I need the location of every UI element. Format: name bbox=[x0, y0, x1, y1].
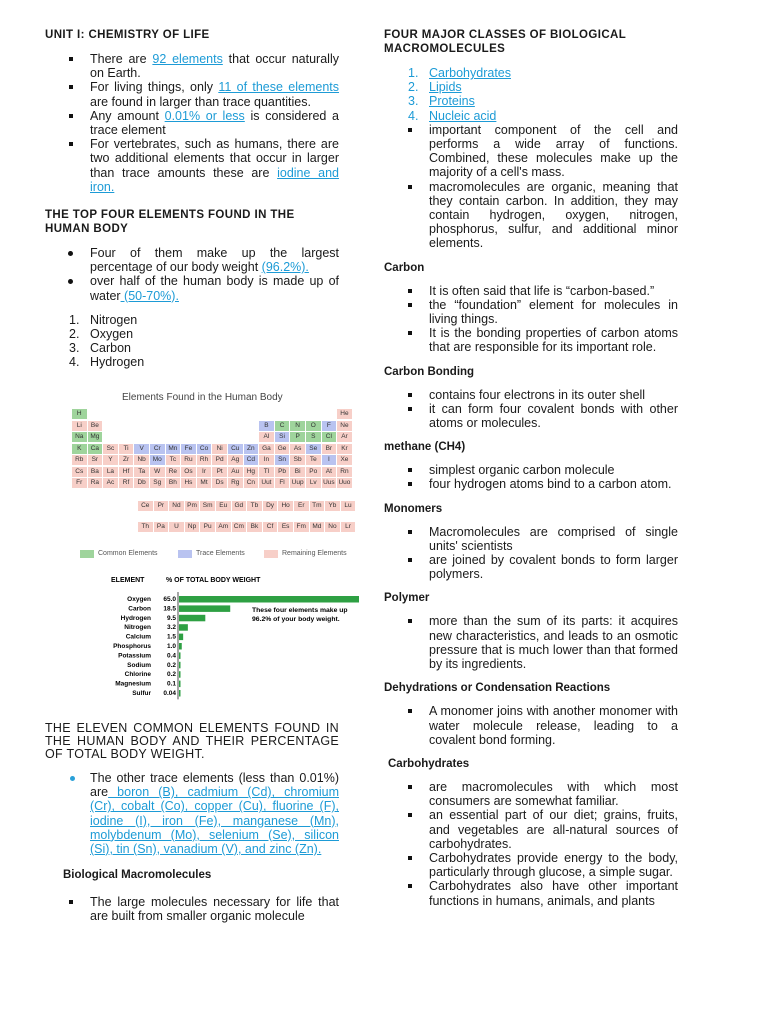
carbon-list bbox=[384, 284, 678, 355]
element-cell: Pd bbox=[212, 455, 227, 465]
element-cell: Mg bbox=[88, 432, 103, 442]
legend-common: Common Elements bbox=[98, 550, 158, 557]
legend bbox=[80, 548, 365, 560]
polymer-title: Polymer bbox=[384, 592, 430, 605]
element-cell: Po bbox=[306, 467, 321, 477]
category-label: Calcium bbox=[125, 633, 151, 641]
element-cell: W bbox=[150, 467, 165, 477]
value-label: 0.2 bbox=[166, 661, 176, 669]
element-cell: Zr bbox=[119, 455, 134, 465]
element-cell: Pb bbox=[275, 467, 290, 477]
element-cell: Cl bbox=[322, 432, 337, 442]
bar bbox=[179, 690, 181, 697]
element-cell: Zn bbox=[244, 444, 259, 454]
element-numbered-list bbox=[45, 313, 339, 370]
element-cell: Rn bbox=[337, 467, 352, 477]
element-cell: In bbox=[259, 455, 274, 465]
list-item: macromolecules are organic, meaning that they contain carbon. In addition, they may contain hydrogen, oxygen, nitrogen, phosphorus, sulfur, and additional minor elements. bbox=[384, 180, 678, 251]
link[interactable]: Carbohydrates bbox=[429, 66, 511, 80]
list-item: Macromolecules are comprised of single units' scientists bbox=[384, 525, 678, 553]
element-cell: Fl bbox=[275, 478, 290, 488]
element-cell: Rh bbox=[197, 455, 212, 465]
element-cell: Db bbox=[134, 478, 149, 488]
element-cell: Uut bbox=[259, 478, 274, 488]
element-cell: Er bbox=[294, 501, 309, 511]
annotation: These four elements make up 96.2% of your body weight. bbox=[252, 607, 348, 623]
element-cell: Pt bbox=[212, 467, 227, 477]
element-cell: Am bbox=[216, 522, 231, 532]
element-cell: Ta bbox=[134, 467, 149, 477]
left-lower bbox=[45, 722, 339, 924]
bio-list bbox=[45, 895, 339, 923]
classes-details bbox=[384, 123, 678, 251]
element-cell: Ce bbox=[138, 501, 153, 511]
bar bbox=[179, 615, 205, 622]
list-item: more than the sum of its parts: it acquires new characteristics, and leads to an osmotic pressure that is much lower than that formed by its ingredients. bbox=[384, 614, 678, 671]
link[interactable]: (96.2%). bbox=[261, 260, 309, 275]
category-label: Magnesium bbox=[115, 680, 151, 688]
element-cell: Rf bbox=[119, 478, 134, 488]
list-item: 4. Hydrogen bbox=[69, 355, 145, 370]
category-label: Phosphorus bbox=[113, 643, 151, 650]
bar bbox=[179, 634, 183, 641]
element-cell: Ra bbox=[88, 478, 103, 488]
element-cell: No bbox=[325, 522, 340, 532]
list-item: Any amount 0.01% or less is considered a trace element bbox=[45, 109, 339, 137]
link[interactable]: Nucleic acid bbox=[429, 108, 497, 123]
element-cell: Pr bbox=[154, 501, 169, 511]
list-item: 1. Carbohydrates bbox=[408, 66, 511, 80]
classes-list bbox=[384, 66, 678, 123]
bar bbox=[179, 652, 181, 659]
element-cell: Bk bbox=[247, 522, 262, 532]
element-cell: Na bbox=[72, 432, 87, 442]
dehydration-title: Dehydrations or Condensation Reactions bbox=[384, 682, 611, 695]
element-cell: Nd bbox=[169, 501, 184, 511]
element-cell: Tl bbox=[259, 467, 274, 477]
element-cell: Sn bbox=[275, 455, 290, 465]
element-cell: Ni bbox=[212, 444, 227, 454]
top-four-list bbox=[45, 246, 339, 303]
element-cell: Dy bbox=[263, 501, 278, 511]
element-cell: Mn bbox=[166, 444, 181, 454]
element-cell: Al bbox=[259, 432, 274, 442]
element-cell: Cm bbox=[232, 522, 247, 532]
element-cell: Eu bbox=[216, 501, 231, 511]
element-cell: Tm bbox=[310, 501, 325, 511]
list-item: Carbohydrates provide energy to the body, particularly through glucose, a simple sugar. bbox=[384, 851, 678, 879]
list-item: important component of the cell and performs a wide array of functions. Combined, these molecules make up the majority of a cell's mass. bbox=[384, 123, 678, 180]
value-label: 1.5 bbox=[166, 633, 176, 641]
element-cell: Sr bbox=[88, 455, 103, 465]
element-cell: He bbox=[337, 409, 352, 419]
element-cell: Fe bbox=[181, 444, 196, 454]
list-item: simplest organic carbon molecule bbox=[384, 463, 678, 477]
eleven-title: THE ELEVEN COMMON ELEMENTS FOUND IN THE HUMAN BODY AND THEIR PERCENTAGE OF TOTAL BODY WEIGHT. bbox=[45, 721, 339, 761]
legend-swatch-common bbox=[80, 550, 94, 558]
legend-swatch-trace bbox=[178, 550, 192, 558]
value-label: 1.0 bbox=[166, 643, 176, 650]
element-cell: Gd bbox=[232, 501, 247, 511]
carbon-title: Carbon bbox=[384, 261, 425, 274]
bar bbox=[179, 624, 188, 631]
element-cell: Be bbox=[88, 421, 103, 431]
element-cell: C bbox=[275, 421, 290, 431]
element-cell: Pu bbox=[200, 522, 215, 532]
trace-list bbox=[45, 771, 339, 856]
legend-swatch-remaining bbox=[264, 550, 278, 558]
element-cell: Sg bbox=[150, 478, 165, 488]
list-item: over half of the human body is made up of water (50-70%). bbox=[45, 274, 339, 302]
element-cell: V bbox=[134, 444, 149, 454]
bar bbox=[179, 681, 181, 688]
element-cell: Re bbox=[166, 467, 181, 477]
list-item: The large molecules necessary for life that are built from smaller organic molecule bbox=[45, 895, 339, 923]
methane-list bbox=[384, 463, 678, 491]
legend-trace: Trace Elements bbox=[196, 550, 245, 557]
element-cell: Ds bbox=[212, 478, 227, 488]
list-item: For vertebrates, such as humans, there are two additional elements that occur in larger than trace amounts these are iodine and iron. bbox=[45, 137, 339, 194]
list-item: 4. Nucleic acid bbox=[408, 108, 497, 123]
element-cell: Br bbox=[322, 444, 337, 454]
element-cell: Lr bbox=[341, 522, 356, 532]
element-cell: Ho bbox=[278, 501, 293, 511]
element-cell: Ga bbox=[259, 444, 274, 454]
element-cell: At bbox=[322, 467, 337, 477]
element-cell: Nb bbox=[134, 455, 149, 465]
value-label: 0.04 bbox=[163, 690, 176, 697]
element-cell: Fm bbox=[294, 522, 309, 532]
element-cell: Ir bbox=[197, 467, 212, 477]
list-item: are joined by covalent bonds to form larger polymers. bbox=[384, 553, 678, 581]
element-cell: Cd bbox=[244, 455, 259, 465]
bar bbox=[179, 671, 181, 678]
left-column bbox=[45, 28, 339, 370]
element-cell: Uus bbox=[323, 479, 335, 486]
list-item: A monomer joins with another monomer with water molecule release, leading to a covalent bond forming. bbox=[384, 704, 678, 747]
element-cell: Xe bbox=[337, 455, 352, 465]
element-cell: Au bbox=[228, 467, 243, 477]
element-cell: Co bbox=[197, 444, 212, 454]
top-four-title: THE TOP FOUR ELEMENTS FOUND IN THE HUMAN BODY bbox=[45, 209, 295, 236]
link[interactable]: 0.01% or less bbox=[164, 108, 245, 123]
link[interactable]: 11 of these elements bbox=[218, 80, 339, 95]
element-cell: Sc bbox=[103, 444, 118, 454]
list-item: 3. Carbon bbox=[69, 341, 131, 356]
element-cell: Mt bbox=[197, 478, 212, 488]
element-cell: Ar bbox=[337, 432, 352, 442]
link[interactable]: Lipids bbox=[429, 80, 462, 95]
element-cell: Ne bbox=[337, 421, 352, 431]
element-cell: Lu bbox=[341, 501, 356, 511]
carbohydrates-list bbox=[384, 780, 678, 908]
list-item: It is often said that life is “carbon-based.” bbox=[384, 284, 678, 298]
body-weight-chart bbox=[100, 572, 370, 732]
intro-list bbox=[45, 52, 339, 194]
element-cell: Ca bbox=[88, 444, 103, 454]
element-cell: Cn bbox=[244, 478, 259, 488]
element-cell: As bbox=[290, 444, 305, 454]
bio-macromolecules-title: Biological Macromolecules bbox=[63, 869, 212, 882]
element-cell: Rg bbox=[228, 478, 243, 488]
value-label: 0.1 bbox=[166, 680, 176, 688]
bar bbox=[179, 662, 181, 669]
list-item: There are 92 elements that occur naturally on Earth. bbox=[45, 52, 339, 80]
element-cell: Th bbox=[138, 522, 153, 532]
element-cell: Hg bbox=[244, 467, 259, 477]
monomers-title: Monomers bbox=[384, 502, 443, 515]
legend-remaining: Remaining Elements bbox=[282, 550, 347, 557]
element-cell: Sm bbox=[200, 501, 215, 511]
element-cell: Hf bbox=[119, 467, 134, 477]
element-cell: Rb bbox=[72, 455, 87, 465]
category-label: Hydrogen bbox=[120, 614, 151, 622]
list-item: 2. Lipids bbox=[408, 80, 462, 95]
right-column bbox=[384, 28, 678, 908]
element-cell: Sb bbox=[290, 455, 305, 465]
list-item: an essential part of our diet; grains, fruits, and vegetables are all-natural sources of carbohydrates. bbox=[384, 808, 678, 851]
category-label: Sodium bbox=[127, 661, 151, 669]
element-cell: Uuo bbox=[338, 479, 351, 486]
link[interactable]: (50-70%). bbox=[120, 288, 179, 303]
element-cell: Tb bbox=[247, 501, 262, 511]
list-item: contains four electrons in its outer shell bbox=[384, 388, 678, 402]
x-axis-label: ELEMENT bbox=[111, 577, 145, 584]
category-label: Nitrogen bbox=[124, 624, 151, 632]
element-cell: Te bbox=[306, 455, 321, 465]
element-cell: Ge bbox=[275, 444, 290, 454]
element-cell: La bbox=[103, 467, 118, 477]
carbohydrates-title: Carbohydrates bbox=[388, 757, 470, 770]
monomers-list bbox=[384, 525, 678, 582]
list-item: four hydrogen atoms bind to a carbon atom. bbox=[384, 477, 678, 491]
element-cell: I bbox=[322, 455, 337, 465]
category-label: Sulfur bbox=[132, 690, 151, 697]
element-cell: Os bbox=[181, 467, 196, 477]
element-cell: O bbox=[306, 421, 321, 431]
category-label: Oxygen bbox=[127, 596, 151, 603]
category-label: Potassium bbox=[118, 652, 151, 660]
element-cell: Y bbox=[103, 455, 118, 465]
element-cell: Yb bbox=[325, 501, 340, 511]
element-cell: Hs bbox=[181, 478, 196, 488]
element-cell: N bbox=[290, 421, 305, 431]
list-item: it can form four covalent bonds with other atoms or molecules. bbox=[384, 402, 678, 430]
unit-title: UNIT I: CHEMISTRY OF LIFE bbox=[45, 29, 210, 41]
element-cell: Lv bbox=[306, 478, 321, 488]
element-cell: Ba bbox=[88, 467, 103, 477]
value-label: 65.0 bbox=[163, 596, 176, 603]
list-item: 2. Oxygen bbox=[69, 327, 134, 342]
link[interactable]: 92 elements bbox=[152, 52, 223, 66]
bar bbox=[179, 643, 182, 650]
figure-title: Elements Found in the Human Body bbox=[122, 392, 283, 403]
element-cell: Tc bbox=[166, 455, 181, 465]
element-cell: Cr bbox=[150, 444, 165, 454]
bar-chart-svg bbox=[100, 572, 370, 732]
element-cell: Kr bbox=[337, 444, 352, 454]
periodic-grid bbox=[72, 409, 362, 539]
methane-title: methane (CH4) bbox=[384, 441, 466, 454]
polymer-list bbox=[384, 614, 678, 671]
element-cell: Cu bbox=[228, 444, 243, 454]
element-cell: Uup bbox=[291, 479, 304, 486]
periodic-table-figure bbox=[72, 392, 362, 562]
classes-title: FOUR MAJOR CLASSES OF BIOLOGICAL MACROMOLECULES bbox=[384, 29, 626, 55]
link[interactable]: Proteins bbox=[429, 94, 475, 109]
element-cell: Mo bbox=[150, 455, 165, 465]
category-label: Carbon bbox=[128, 605, 151, 613]
element-cell: Cs bbox=[72, 467, 87, 477]
element-cell: Se bbox=[306, 444, 321, 454]
dehydration-list bbox=[384, 704, 678, 747]
element-cell: U bbox=[169, 522, 184, 532]
list-item: Carbohydrates also have other important functions in humans, animals, and plants bbox=[384, 879, 678, 907]
value-label: 0.4 bbox=[166, 652, 176, 660]
element-cell: Bh bbox=[166, 478, 181, 488]
element-cell: S bbox=[306, 432, 321, 442]
element-cell: H bbox=[72, 409, 87, 419]
element-cell: Md bbox=[310, 522, 325, 532]
element-cell: Li bbox=[72, 421, 87, 431]
carbon-bonding-title: Carbon Bonding bbox=[384, 365, 475, 378]
element-cell: F bbox=[322, 421, 337, 431]
bar bbox=[179, 605, 230, 612]
element-cell: Pa bbox=[154, 522, 169, 532]
element-cell: Ru bbox=[181, 455, 196, 465]
value-label: 18.5 bbox=[163, 605, 176, 613]
bonding-list bbox=[384, 388, 678, 431]
element-cell: Si bbox=[275, 432, 290, 442]
list-item: It is the bonding properties of carbon atoms that are responsible for its important role. bbox=[384, 326, 678, 354]
list-item: are macromolecules with which most consumers are somewhat familiar. bbox=[384, 780, 678, 808]
element-cell: Pm bbox=[185, 501, 200, 511]
element-cell: K bbox=[72, 444, 87, 454]
value-label: 0.2 bbox=[166, 671, 176, 679]
element-cell: Es bbox=[278, 522, 293, 532]
list-item: The other trace elements (less than 0.01%) are boron (B), cadmium (Cd), chromium (Cr), cobalt (Co), copper (Cu), fluorine (F), iodine (I), iron (Fe), manganese (Mn), molybdenum (Mo), selenium (Se), silicon (Si), tin (Sn), vanadium (V), and zinc (Zn). bbox=[45, 771, 339, 856]
category-label: Chlorine bbox=[124, 671, 151, 679]
element-cell: B bbox=[259, 421, 274, 431]
element-cell: Np bbox=[185, 522, 200, 532]
list-item: For living things, only 11 of these elements are found in larger than trace quantities. bbox=[45, 80, 339, 108]
value-label: 3.2 bbox=[166, 624, 176, 632]
bar bbox=[179, 596, 359, 603]
link[interactable]: boron (B), cadmium (Cd), chromium (Cr), cobalt (Co), copper (Cu), fluorine (F), iodine (I), iron (Fe), manganese (Mn), molybdenum (Mo), selenium (Se), silicon (Si), tin (Sn), vanadium (V), and zinc (Zn). bbox=[90, 785, 339, 857]
element-cell: Cf bbox=[263, 522, 278, 532]
element-cell: Ti bbox=[119, 444, 134, 454]
list-item: the “foundation” element for molecules in living things. bbox=[384, 298, 678, 326]
element-cell: Ac bbox=[103, 478, 118, 488]
list-item: 3. Proteins bbox=[408, 94, 475, 109]
value-label: 9.5 bbox=[166, 614, 176, 622]
list-item: Four of them make up the largest percentage of our body weight (96.2%). bbox=[45, 246, 339, 274]
y-axis-label: % OF TOTAL BODY WEIGHT bbox=[166, 577, 261, 584]
list-item: 1. Nitrogen bbox=[69, 312, 138, 327]
element-cell: P bbox=[290, 432, 305, 442]
link[interactable]: iodine and iron. bbox=[90, 165, 339, 194]
element-cell: Fr bbox=[72, 478, 87, 488]
element-cell: Bi bbox=[290, 467, 305, 477]
element-cell: Ag bbox=[228, 455, 243, 465]
